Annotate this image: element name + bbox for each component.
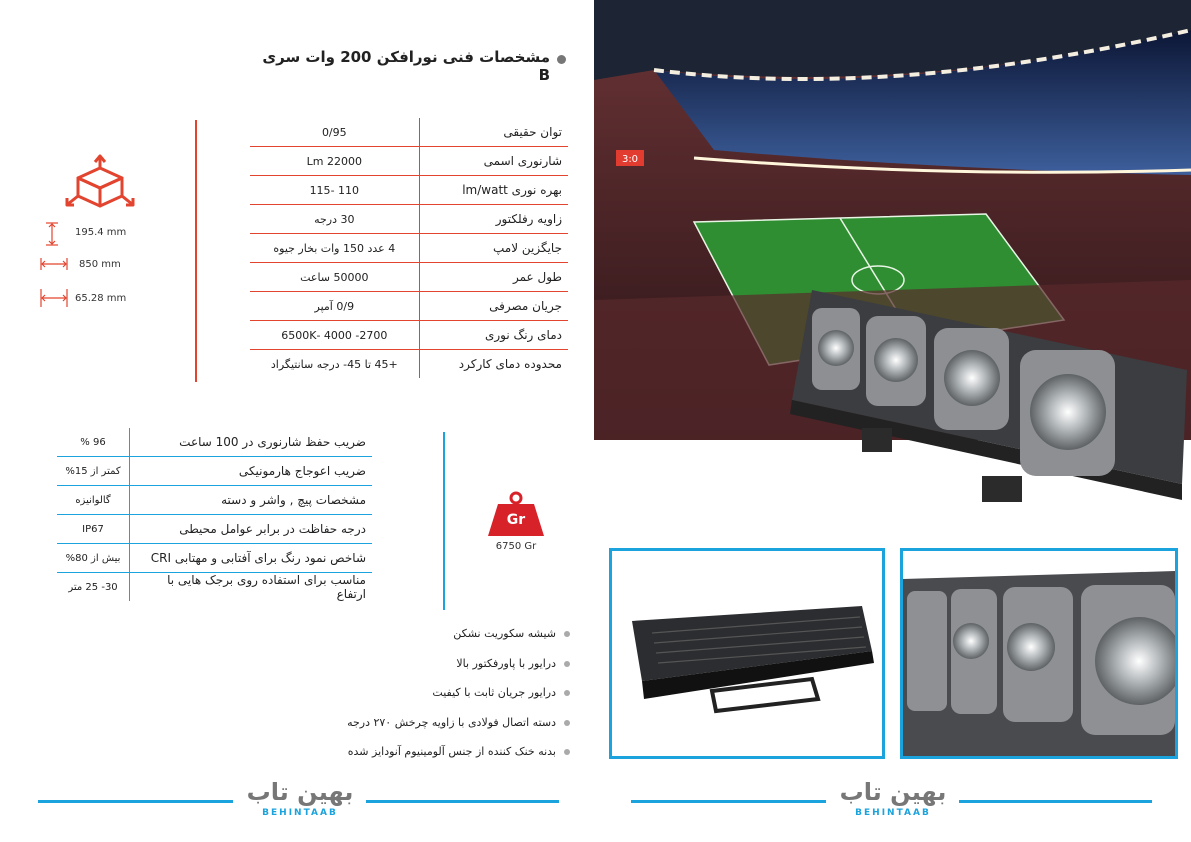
spec-label: بهره نوری lm/watt [419,176,568,205]
main-spec-table [250,118,568,378]
spec-value: 22000 Lm [250,147,419,176]
spec-label: جایگزین لامپ [419,234,568,263]
list-item: دسته اتصال فولادی با زاویه چرخش ۲۷۰ درجه [300,713,570,743]
dimension-height: 195.4 mm [75,227,127,238]
spec-label: ضریب اعوجاج هارمونیکی [130,457,373,486]
weight-badge: Gr [506,512,526,528]
logo-fa-2: بهین تاب [839,778,947,806]
table-row [250,118,568,147]
table-row [57,457,372,486]
spec-label: جریان مصرفی [419,292,568,321]
table-row [250,321,568,350]
list-item: درایور جریان ثابت با کیفیت [300,683,570,713]
spec-label: طول عمر [419,263,568,292]
scoreboard-text: 3:0 [621,154,639,165]
spec-value: 50000 ساعت [250,263,419,292]
table-row [250,292,568,321]
page-title: مشخصات فنی نورافکن 200 وات سری B [262,48,550,84]
dimension-depth: 65.28 mm [75,293,127,304]
spec-value: گالوانیزه [57,486,130,515]
spec-label: شاخص نمود رنگ برای آفتابی و مهتابی CRI [130,544,373,573]
spec-value: IP67 [57,515,130,544]
table-row [57,486,372,515]
secondary-spec-table [57,428,372,601]
dimension-box-icon [64,154,136,212]
title-bullet [557,55,566,64]
table-row [57,573,372,602]
table-row [250,350,568,379]
spec-value: کمتر از 15% [57,457,130,486]
spec-label: شارنوری اسمی [419,147,568,176]
spec-value: +45 تا 45- درجه سانتیگراد [270,357,398,371]
table-row [250,176,568,205]
spec-label: مناسب برای استفاده روی برجک هایی با ارتفاع [130,573,373,602]
divider-blue [443,432,445,610]
height-icon [44,222,60,246]
logo-en-2: BEHINTAAB [855,808,931,818]
table-row [57,428,372,457]
dimension-length: 850 mm [79,259,121,270]
spec-value: بیش از 80% [57,544,130,573]
floodlight-image [782,288,1191,524]
spec-label: ضریب حفظ شارنوری در 100 ساعت [130,428,373,457]
footer-bar-right [366,800,559,803]
table-row [57,515,372,544]
footer-bar-left-2 [631,800,826,803]
product-photo-side [609,548,885,759]
table-row [250,234,568,263]
fixture-closeup-image [903,551,1175,756]
spec-label: زاویه رفلکتور [419,205,568,234]
spec-label: مشخصات پیچ , واشر و دسته [130,486,373,515]
spec-value: 30 درجه [250,205,419,234]
spec-value: 110 -115 [250,176,419,205]
spec-value: 30- 25 متر [68,581,118,593]
spec-label: دمای رنگ نوری [419,321,568,350]
footer-bar-right-2 [959,800,1152,803]
divider-red [195,120,197,382]
list-item: بدنه خنک کننده از جنس آلومینیوم آنودایز شده [300,742,570,772]
spec-value: 96 % [57,428,130,457]
table-row [250,263,568,292]
spec-label: توان حقیقی [419,118,568,147]
spec-value: 2700- 4000 -6500K [250,321,419,350]
fixture-side-image [612,551,882,756]
weight-value: 6750 Gr [495,541,537,552]
list-item: شیشه سکوریت نشکن [300,624,570,654]
spec-value: 0/9 آمپر [250,292,419,321]
table-row [250,147,568,176]
footer-bar-left [38,800,233,803]
feature-list [300,624,570,772]
spec-value: 0/95 [250,118,419,147]
product-photo-closeup [900,548,1178,759]
logo-fa: بهین تاب [246,778,354,806]
spec-value: 4 عدد 150 وات بخار جیوه [250,234,419,263]
list-item: درایور با پاورفکتور بالا [300,654,570,684]
spec-label: درجه حفاظت در برابر عوامل محیطی [130,515,373,544]
depth-icon [40,288,68,308]
table-row [250,205,568,234]
spec-label: محدوده دمای کارکرد [419,350,568,379]
logo-en: BEHINTAAB [262,808,338,818]
width-icon [40,257,68,271]
table-row [57,544,372,573]
